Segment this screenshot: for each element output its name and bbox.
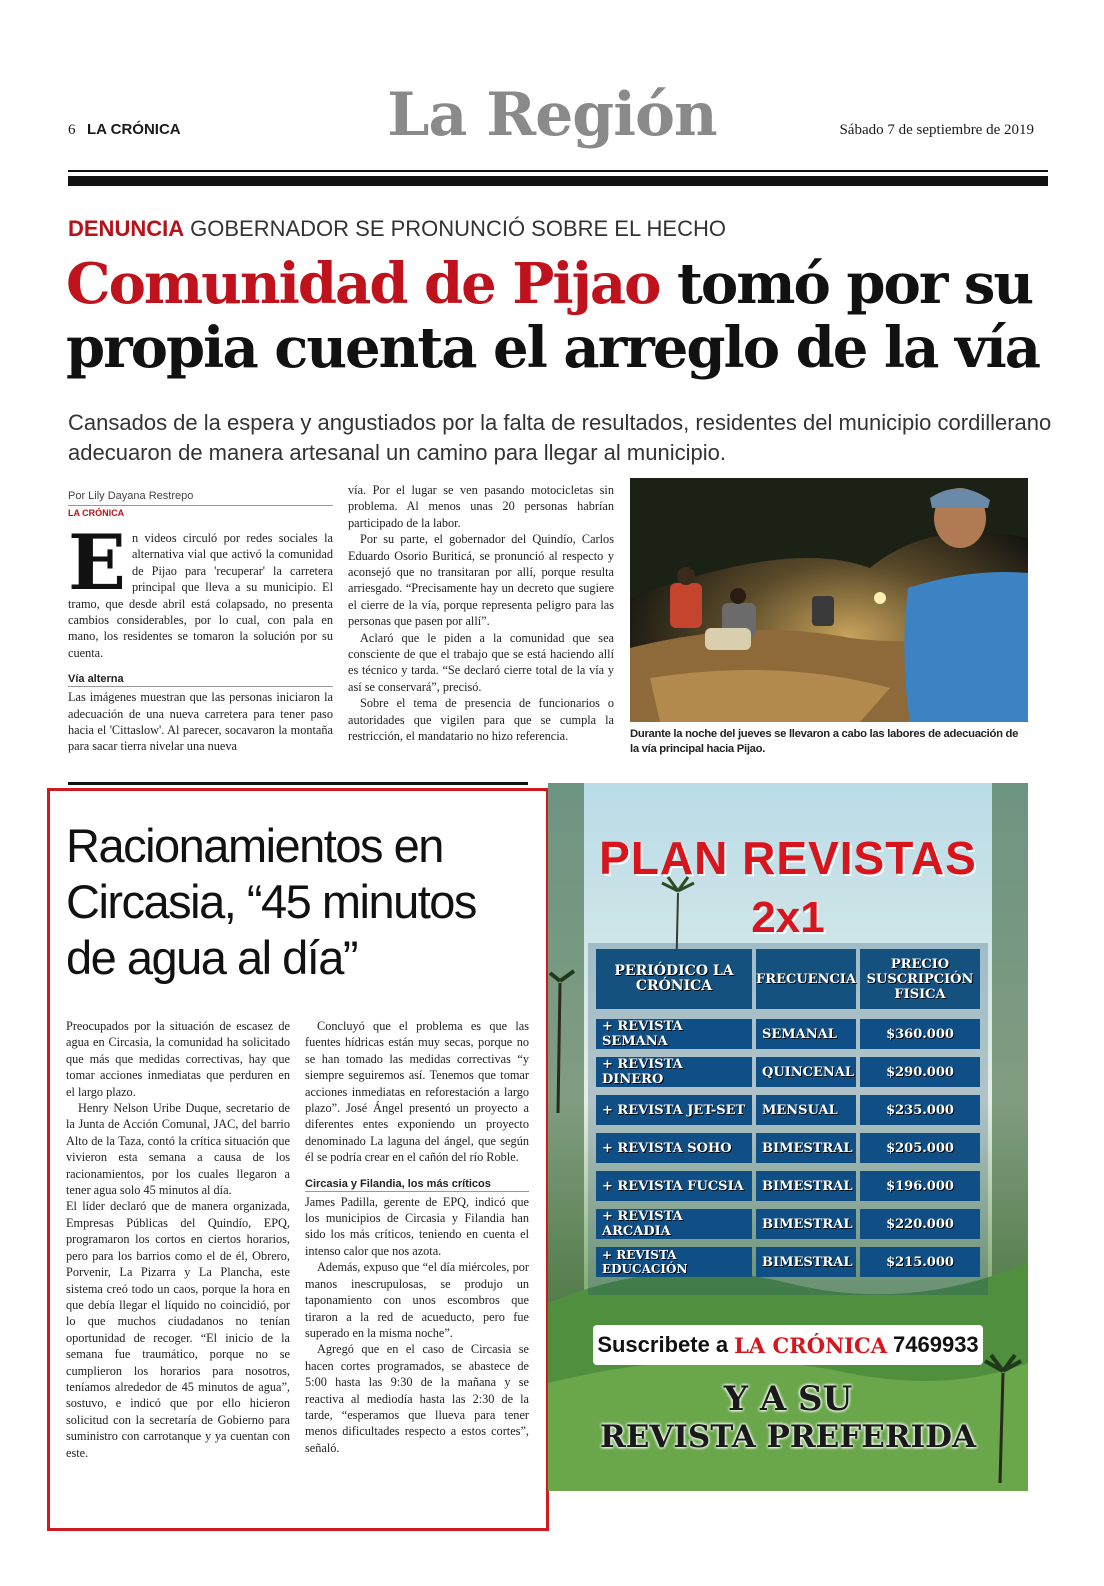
- story1-paragraph: Sobre el tema de presencia de funcionarios o autoridades que vigilen para que se cumpla la restricción, el mandatario no hizo referencia.: [348, 696, 614, 744]
- story2-paragraph: Henry Nelson Uribe Duque, secretario de la Junta de Acción Comunal, JAC, del barrio Alto de la Taza, contó la crítica situación que vivieron esta semana a causa de los racionamientos, por los cuales llegaron a tener agua solo 45 minutos al día.: [66, 1101, 290, 1198]
- ad-title: PLAN REVISTAS: [599, 832, 977, 884]
- story2-paragraph: El líder declaró que de manera organizada, Empresas Públicas del Quindío, EPQ, programaron los cortos en ciertos horarios, pero para los barrios como el de él, Obrero, Porvenir, La Pizarra y La Plancha, este sistema creó todo un caos, porque la hora en que debía llegar el líquido no coincidió, por lo que muchos ciudadanos no tenían oportunidad de recoger. “El inicio de la semana fue traumático, porque no se cumplieron los horarios para nosotros, teníamos alrededor de 45 minutos de agua”, sostuvo, e indicó que por ello hicieron solicitud con la secretaría de Gobierno para suministro con carrotanque y ya cuentan con este.: [66, 1199, 290, 1460]
- price-row: [596, 1247, 984, 1277]
- magazine-name: + REVISTA EDUCACIÓN: [596, 1247, 752, 1277]
- story1-column-1: [68, 518, 333, 755]
- story2-subhead: Circasia y Filandia, los más críticos: [305, 1178, 529, 1192]
- byline-rule: [68, 505, 333, 506]
- story1-subhead: Vía alterna: [68, 673, 333, 687]
- story2-column-2: [305, 1018, 529, 1456]
- price: $205.000: [860, 1133, 980, 1163]
- price-row: [596, 1133, 984, 1163]
- byline-source: LA CRÓNICA: [68, 508, 125, 518]
- price: $360.000: [860, 1019, 980, 1049]
- price: $220.000: [860, 1209, 980, 1239]
- photo-illustration: [630, 478, 1028, 722]
- story2-paragraph: Además, expuso que “el día miércoles, por manos inescrupulosas, se produjo un taponamiento con unos escombros que tiraron a la red de acueducto, pero fue superado en la misma noche”.: [305, 1260, 529, 1340]
- photo-caption: Durante la noche del jueves se llevaron a cabo las labores de adecuación de la vía principal hacia Pijao.: [630, 728, 1019, 755]
- dropcap: E: [68, 518, 126, 607]
- story1-column-2: [348, 482, 614, 745]
- price: $215.000: [860, 1247, 980, 1277]
- magazine-name: + REVISTA DINERO: [596, 1057, 752, 1087]
- story2-paragraph: Concluyó que el problema es que las fuentes hídricas están muy secas, porque no se han tomado las medidas correctivas “y siempre seguiremos así. Tenemos que tomar acciones inmediatas en reforestación a largo plazo”. José Ángel presentó un proyecto a diferentes entes exponiendo un proyecto denominado La laguna del ángel, que según él se podría crear en el cañón del río Roble.: [305, 1019, 529, 1165]
- ad-cta-line-1: Y A SU: [723, 1379, 853, 1419]
- story1-headline: [66, 252, 1056, 380]
- price: $196.000: [860, 1171, 980, 1201]
- magazine-name: + REVISTA FUCSIA: [596, 1171, 752, 1201]
- byline: Por Lily Dayana Restrepo: [68, 490, 194, 502]
- price-table-header: [596, 949, 984, 1009]
- price-table: [596, 949, 984, 1285]
- section-title: La Región: [387, 80, 717, 150]
- newspaper-name: LA CRÓNICA: [87, 121, 181, 138]
- kicker-text: GOBERNADOR SE PRONUNCIÓ SOBRE EL HECHO: [190, 216, 726, 241]
- story2-headline: Racionamientos en Circasia, “45 minutos de agua al día”: [66, 819, 476, 984]
- subscription-ad: [548, 783, 1028, 1491]
- story1-paragraph: Por su parte, el gobernador del Quindío, Carlos Eduardo Osorio Buriticá, se pronunció al respecto y aconsejó que no transitaran por allí, porque resulta arriesgado. “Precisamente hay un decreto que sugiere el cierre de la vía, porque representa peligro para las personas que pasen por allí”.: [348, 532, 614, 629]
- price-row: [596, 1095, 984, 1125]
- price-row: [596, 1209, 984, 1239]
- frequency: BIMESTRAL: [756, 1209, 856, 1239]
- ad-cta-line-2: REVISTA PREFERIDA: [599, 1419, 977, 1455]
- header-cell: PRECIO SUSCRIPCIÓN FISICA: [860, 949, 980, 1009]
- magazine-name: + REVISTA SOHO: [596, 1133, 752, 1163]
- kicker-tag: DENUNCIA: [68, 216, 185, 241]
- story1-paragraph: Las imágenes muestran que las personas iniciaron la adecuación de una nueva carretera para tener paso hacia el 'Cittaslow'. Al parecer, socavaron la montaña para sacar tierra nivelar una nueva: [68, 690, 333, 754]
- price-row: [596, 1057, 984, 1087]
- story2-paragraph: Agregó que en el caso de Circasia se hacen cortes programados, se abastece de 5:00 hasta las 9:30 de la mañana y se reactiva al mediodía hasta las 2:30 de la tarde, “esperamos que llueva para tener menos dificultades respecto a estos cortes”, señaló.: [305, 1342, 529, 1455]
- magazine-name: + REVISTA JET-SET: [596, 1095, 752, 1125]
- subscribe-prefix: Suscribete a: [597, 1332, 729, 1357]
- story1-paragraph: n videos circuló por redes sociales la alternativa vial que activó la comunidad de Pijao para 'recuperar' la carretera principal que lleva a su municipio. El tramo, que desde abril está colapsado, no presenta cambios considerables, por lo cual, con pala en mano, los residentes se tomaron la solución por su cuenta.: [68, 531, 333, 660]
- price: $290.000: [860, 1057, 980, 1087]
- header-cell: PERIÓDICO LA CRÓNICA: [596, 949, 752, 1009]
- story2-paragraph: James Padilla, gerente de EPQ, indicó que los municipios de Circasia y Filandia han sido los más críticos, teniendo en cuenta el intenso calor que nos azota.: [305, 1194, 529, 1258]
- ad-subtitle: 2x1: [751, 893, 825, 942]
- price-row: [596, 1019, 984, 1049]
- frequency: MENSUAL: [756, 1095, 856, 1125]
- publication-date: Sábado 7 de septiembre de 2019: [839, 122, 1034, 138]
- headline-highlight: Comunidad de Pijao: [66, 251, 660, 317]
- frequency: BIMESTRAL: [756, 1133, 856, 1163]
- story2-paragraph: Preocupados por la situación de escasez de agua en Circasia, la comunidad ha solicitado que más que medidas correctivas, hay que tomar acciones inmediatas que perduren en el largo plazo.: [66, 1019, 290, 1099]
- price-row: [596, 1171, 984, 1201]
- frequency: BIMESTRAL: [756, 1247, 856, 1277]
- subscribe-phone: 7469933: [893, 1332, 979, 1357]
- story2-top-rule: [68, 782, 528, 785]
- frequency: SEMANAL: [756, 1019, 856, 1049]
- story1-paragraph: Aclaró que le piden a la comunidad que sea consciente de que el trabajo que se está haciendo allí es técnico y tarda. “Se declaró cierre total de la vía y así se conservará”, precisó.: [348, 630, 614, 694]
- frequency: BIMESTRAL: [756, 1171, 856, 1201]
- header-rule-thin: [68, 170, 1048, 172]
- story1-paragraph: vía. Por el lugar se ven pasando motocicletas sin problema. Al menos unas 20 personas habrían participado de la labor.: [348, 483, 614, 530]
- magazine-name: + REVISTA ARCADIA: [596, 1209, 752, 1239]
- story1-deck: Cansados de la espera y angustiados por la falta de resultados, residentes del municipio cordillerano adecuaron de manera artesanal un camino para llegar al municipio.: [68, 410, 1052, 465]
- page-number: 6: [68, 122, 76, 138]
- magazine-name: + REVISTA SEMANA: [596, 1019, 752, 1049]
- frequency: QUINCENAL: [756, 1057, 856, 1087]
- story1-kicker: [68, 216, 726, 242]
- road-work-photo: [630, 478, 1028, 722]
- story2-column-1: [66, 1018, 290, 1461]
- headline-rest: tomó por su propia cuenta el arreglo de la vía: [66, 251, 1040, 381]
- subscribe-bar: [593, 1325, 983, 1365]
- price: $235.000: [860, 1095, 980, 1125]
- header-rule-thick: [68, 176, 1048, 186]
- header-cell: FRECUENCIA: [756, 949, 856, 1009]
- subscribe-brand: LA CRÓNICA: [734, 1332, 888, 1358]
